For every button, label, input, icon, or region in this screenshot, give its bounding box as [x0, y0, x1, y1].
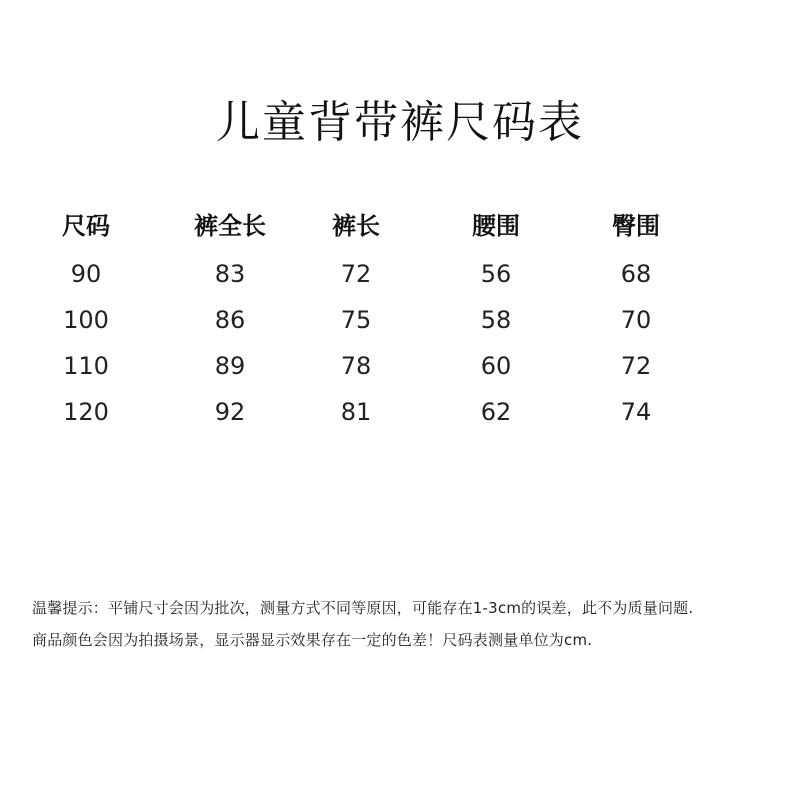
- cell-hip: 70: [620, 306, 652, 334]
- table-row: [0, 352, 800, 398]
- page-title: 儿童背带裤尺码表: [216, 97, 584, 148]
- cell-size: 110: [63, 352, 109, 380]
- header-waist: 腰围: [472, 212, 520, 240]
- cell-full-length: 89: [214, 352, 246, 380]
- table-header-row: [0, 200, 800, 260]
- header-pants-length: 裤长: [332, 212, 380, 240]
- cell-waist: 56: [480, 260, 512, 288]
- cell-full-length: 92: [214, 398, 246, 426]
- cell-pants-length: 72: [340, 260, 372, 288]
- cell-hip: 68: [620, 260, 652, 288]
- table-row: [0, 260, 800, 306]
- cell-pants-length: 81: [340, 398, 372, 426]
- header-size: 尺码: [62, 212, 110, 240]
- note-line-1: 温馨提示：平铺尺寸会因为批次，测量方式不同等原因，可能存在1-3cm的误差，此不为质量问题.: [32, 599, 694, 617]
- cell-hip: 72: [620, 352, 652, 380]
- table-row: [0, 306, 800, 352]
- cell-waist: 62: [480, 398, 512, 426]
- cell-pants-length: 75: [340, 306, 372, 334]
- header-hip: 臀围: [612, 212, 660, 240]
- size-chart-table: [0, 200, 800, 444]
- note-line-2: 商品颜色会因为拍摄场景，显示器显示效果存在一定的色差！尺码表测量单位为cm.: [32, 631, 593, 649]
- cell-size: 120: [63, 398, 109, 426]
- table-row: [0, 398, 800, 444]
- cell-full-length: 83: [214, 260, 246, 288]
- measurement-notes: [32, 592, 772, 656]
- cell-full-length: 86: [214, 306, 246, 334]
- cell-size: 100: [63, 306, 109, 334]
- cell-waist: 58: [480, 306, 512, 334]
- cell-pants-length: 78: [340, 352, 372, 380]
- cell-size: 90: [70, 260, 102, 288]
- cell-waist: 60: [480, 352, 512, 380]
- cell-hip: 74: [620, 398, 652, 426]
- header-full-length: 裤全长: [194, 212, 266, 240]
